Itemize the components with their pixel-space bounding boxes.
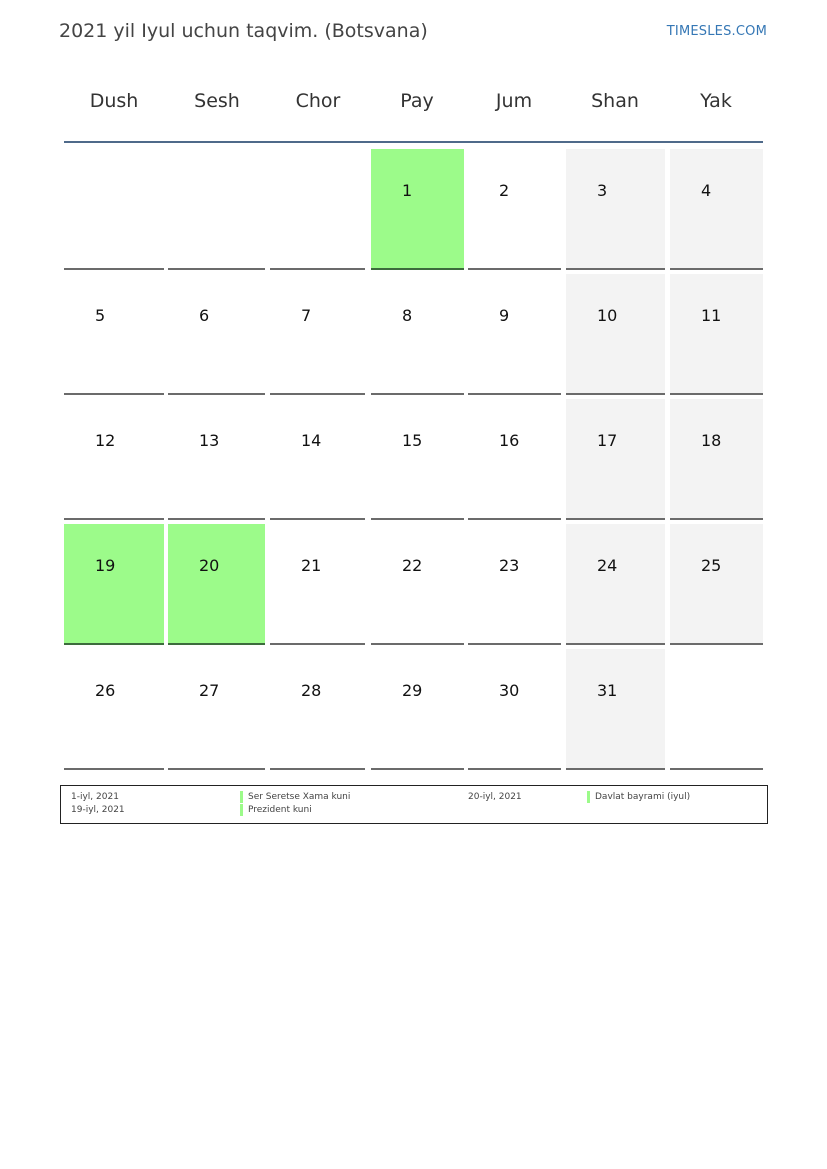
weekday-sunday: Yak	[700, 90, 732, 112]
day-number: 6	[199, 306, 210, 325]
day-cell[interactable]	[270, 399, 365, 520]
day-cell[interactable]	[670, 399, 763, 520]
legend-color-swatch	[587, 791, 590, 803]
day-cell[interactable]	[566, 274, 665, 395]
weekday-thursday: Pay	[400, 90, 434, 112]
day-cell[interactable]	[270, 649, 365, 770]
day-number: 2	[499, 181, 510, 200]
holiday-legend	[60, 785, 768, 824]
day-number: 9	[499, 306, 510, 325]
day-number: 21	[301, 556, 322, 575]
day-cell[interactable]	[670, 274, 763, 395]
day-cell[interactable]	[64, 649, 164, 770]
legend-date: 1-iyl, 2021	[71, 792, 119, 802]
day-cell[interactable]	[168, 524, 265, 645]
day-cell[interactable]	[168, 649, 265, 770]
day-number: 26	[95, 681, 116, 700]
day-cell[interactable]	[566, 524, 665, 645]
day-cell[interactable]	[566, 149, 665, 270]
day-cell[interactable]	[566, 649, 665, 770]
weekday-monday: Dush	[89, 90, 139, 112]
legend-holiday-name: Prezident kuni	[248, 805, 312, 815]
day-cell[interactable]	[468, 274, 561, 395]
day-cell[interactable]	[468, 399, 561, 520]
day-cell[interactable]	[371, 649, 464, 770]
day-cell[interactable]	[168, 399, 265, 520]
day-number: 22	[402, 556, 423, 575]
day-number: 28	[301, 681, 322, 700]
empty-day-cell	[670, 649, 763, 770]
day-number: 23	[499, 556, 520, 575]
day-cell[interactable]	[670, 149, 763, 270]
day-cell[interactable]	[64, 274, 164, 395]
day-number: 24	[597, 556, 618, 575]
day-cell[interactable]	[270, 524, 365, 645]
day-cell[interactable]	[64, 524, 164, 645]
day-cell[interactable]	[371, 399, 464, 520]
day-number: 20	[199, 556, 220, 575]
day-cell[interactable]	[64, 399, 164, 520]
day-number: 16	[499, 431, 520, 450]
day-number: 12	[95, 431, 116, 450]
day-number: 18	[701, 431, 722, 450]
legend-date: 20-iyl, 2021	[468, 792, 522, 802]
legend-holiday-name: Davlat bayrami (iyul)	[595, 792, 691, 802]
day-number: 4	[701, 181, 712, 200]
empty-day-cell	[64, 149, 164, 270]
day-number: 30	[499, 681, 520, 700]
day-number: 3	[597, 181, 608, 200]
day-cell[interactable]	[468, 649, 561, 770]
header-divider	[64, 141, 763, 143]
day-number: 14	[301, 431, 322, 450]
day-cell[interactable]	[371, 524, 464, 645]
day-cell[interactable]	[670, 524, 763, 645]
weekday-wednesday: Chor	[295, 90, 341, 112]
day-number: 13	[199, 431, 220, 450]
day-number: 5	[95, 306, 106, 325]
empty-day-cell	[270, 149, 365, 270]
day-number: 17	[597, 431, 618, 450]
legend-color-swatch	[240, 791, 243, 803]
day-cell[interactable]	[468, 524, 561, 645]
page-title: 2021 yil Iyul uchun taqvim. (Botsvana)	[59, 20, 428, 42]
day-number: 1	[402, 181, 413, 200]
day-cell[interactable]	[566, 399, 665, 520]
day-cell[interactable]	[371, 274, 464, 395]
day-cell[interactable]	[168, 274, 265, 395]
day-number: 27	[199, 681, 220, 700]
weekday-saturday: Shan	[591, 90, 639, 112]
weekday-tuesday: Sesh	[194, 90, 240, 112]
brand-link[interactable]: TIMESLES.COM	[666, 24, 767, 39]
day-number: 7	[301, 306, 312, 325]
day-number: 11	[701, 306, 722, 325]
day-number: 25	[701, 556, 722, 575]
legend-color-swatch	[240, 804, 243, 816]
legend-date: 19-iyl, 2021	[71, 805, 125, 815]
day-cell[interactable]	[468, 149, 561, 270]
weekday-friday: Jum	[495, 90, 533, 112]
day-number: 15	[402, 431, 423, 450]
day-number: 8	[402, 306, 413, 325]
empty-day-cell	[168, 149, 265, 270]
day-cell[interactable]	[270, 274, 365, 395]
day-number: 31	[597, 681, 618, 700]
day-number: 19	[95, 556, 116, 575]
day-cell[interactable]	[371, 149, 464, 270]
legend-holiday-name: Ser Seretse Xama kuni	[248, 792, 351, 802]
day-number: 29	[402, 681, 423, 700]
weekday-header-row	[0, 90, 827, 118]
day-number: 10	[597, 306, 618, 325]
